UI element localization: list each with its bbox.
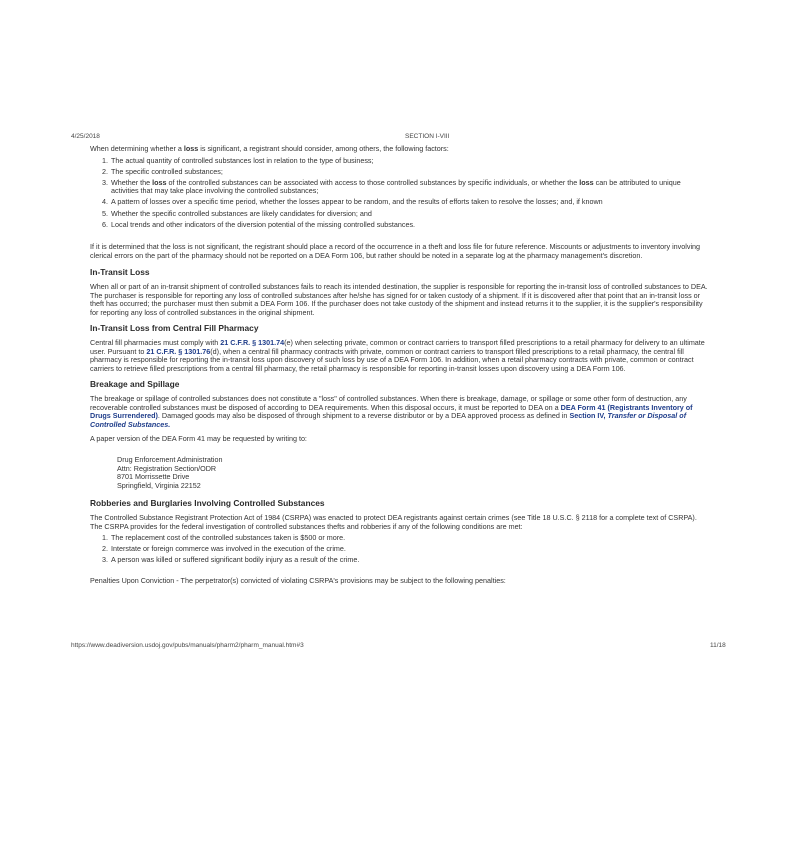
robberies-paragraph: The Controlled Substance Registrant Protection Act of 1984 (CSRPA) was enacted to protect DEA registrants against certain crimes (see Title 18 U.S.C. § 2118 for a complete text of CSRPA). The CSRPA provides for the federal investigation of controlled substances thefts and robberies if any of the following conditions are met: — [90, 512, 697, 531]
section-iv-link[interactable]: Section IV, Transfer or Disposal of Controlled Substances. — [90, 411, 687, 429]
paper-version-paragraph: A paper version of the DEA Form 41 may be requested by writing to: — [90, 434, 307, 444]
cfr-1301-76-link[interactable]: 21 C.F.R. § 1301.76 — [146, 346, 211, 356]
list-item: 1. The replacement cost of the controlled substances taken is $500 or more. — [110, 534, 710, 543]
document-body — [90, 145, 710, 585]
intro-paragraph: When determining whether a loss is significant, a registrant should consider, among others, the following factors: — [90, 144, 449, 153]
in-transit-paragraph: When all or part of an in-transit shipment of controlled substances fails to reach its intended destination, the supplier is responsible for reporting the in-transit loss of controlled substances to DEA. The purchaser is responsible for reporting any loss of controlled substances after he/she has signed for or taken custody of a shipment. If it is discovered after that point that an in-transit loss or theft has occurred; the purchaser must then submit a DEA Form 106. If the purchaser does not take custody of the shipment and instead returns it to the supplier, it is the supplier's responsibility for reporting any loss of controlled substances in the original shipment. — [90, 282, 708, 317]
central-fill-paragraph: Central fill pharmacies must comply with 21 C.F.R. § 1301.74(e) when selecting private, common or contract carriers to transport filled prescriptions to a retail pharmacy for delivery to an ultimate user. Pursuant to 21 C.F.R. § 1301.76(d), when a central fill pharmacy contracts with private, common or contract carriers to transport filled prescriptions to a retail pharmacy, the central fill pharmacy is responsible for reporting the in-transit loss upon discovery of such loss by use of a DEA Form 106. In addition, when a retail pharmacy contracts with private, common or contract carriers to retrieve filled prescriptions from a central fill pharmacy, the retail pharmacy is responsible for reporting in-transit losses upon discovery using a DEA Form 106. — [90, 338, 705, 373]
conditions-list — [90, 534, 710, 565]
list-item: 2. The specific controlled substances; — [110, 168, 710, 177]
list-item: 3. Whether the loss of the controlled substances can be associated with access to those controlled substances by specific individuals, or whether the loss can be attributed to unique activities that may take place involving the controlled substances; — [110, 179, 710, 196]
header-date: 4/25/2018 — [71, 133, 100, 140]
robberies-heading: Robberies and Burglaries Involving Controlled Substances — [90, 498, 325, 509]
footer-page-number: 11/18 — [710, 642, 726, 649]
cfr-1301-74-link[interactable]: 21 C.F.R. § 1301.74 — [220, 338, 285, 347]
list-item: 6. Local trends and other indicators of the diversion potential of the missing controlled substances. — [110, 221, 710, 230]
list-item: 1. The actual quantity of controlled substances lost in relation to the type of business; — [110, 157, 710, 166]
list-item: 5. Whether the specific controlled substances are likely candidates for diversion; and — [110, 210, 710, 219]
penalties-paragraph: Penalties Upon Conviction - The perpetrator(s) convicted of violating CSRPA's provisions may be subject to the following penalties: — [90, 575, 506, 585]
not-significant-paragraph: If it is determined that the loss is not significant, the registrant should place a record of the occurrence in a theft and loss file for future reference. Miscounts or adjustments to inventory involving clerical errors on the part of the pharmacy should not be reported on a DEA Form 106, but rather should be noted in a separate log at the pharmacy management's discretion. — [90, 242, 701, 260]
list-item: 3. A person was killed or suffered significant bodily injury as a result of the crime. — [110, 556, 710, 565]
list-item: 4. A pattern of losses over a specific time period, whether the losses appear to be random, and the results of efforts taken to resolve the losses; and, if known — [110, 198, 710, 207]
breakage-heading: Breakage and Spillage — [90, 379, 180, 390]
factors-list — [90, 157, 710, 230]
header-section: SECTION I-VIII — [405, 133, 450, 140]
footer-url: https://www.deadiversion.usdoj.gov/pubs/manuals/pharm2/pharm_manual.htm#3 — [71, 642, 304, 649]
central-fill-heading: In-Transit Loss from Central Fill Pharmacy — [90, 323, 259, 334]
breakage-paragraph: The breakage or spillage of controlled substances does not constitute a "loss" of controlled substances. When there is breakage, damage, or spillage or some other form of destruction, any recoverable controlled substances must be disposed of according to DEA requirements. When this disposal occurs, it must be reported to DEA on a DEA Form 41 (Registrants Inventory of Drugs Surrendered). Damaged goods may also be disposed of through shipment to a reverse distributor or by a DEA approved process as defined in Section IV, Transfer or Disposal of Controlled Substances. — [90, 393, 693, 429]
list-item: 2. Interstate or foreign commerce was involved in the execution of the crime. — [110, 545, 710, 554]
mailing-address: Drug Enforcement Administration Attn: Registration Section/ODR 8701 Morrissette Drive Springfield, Virginia 22152 — [117, 454, 223, 490]
dea-form-41-link[interactable]: DEA Form 41 (Registrants Inventory of Drugs Surrendered) — [90, 402, 693, 421]
in-transit-heading: In-Transit Loss — [90, 267, 150, 278]
